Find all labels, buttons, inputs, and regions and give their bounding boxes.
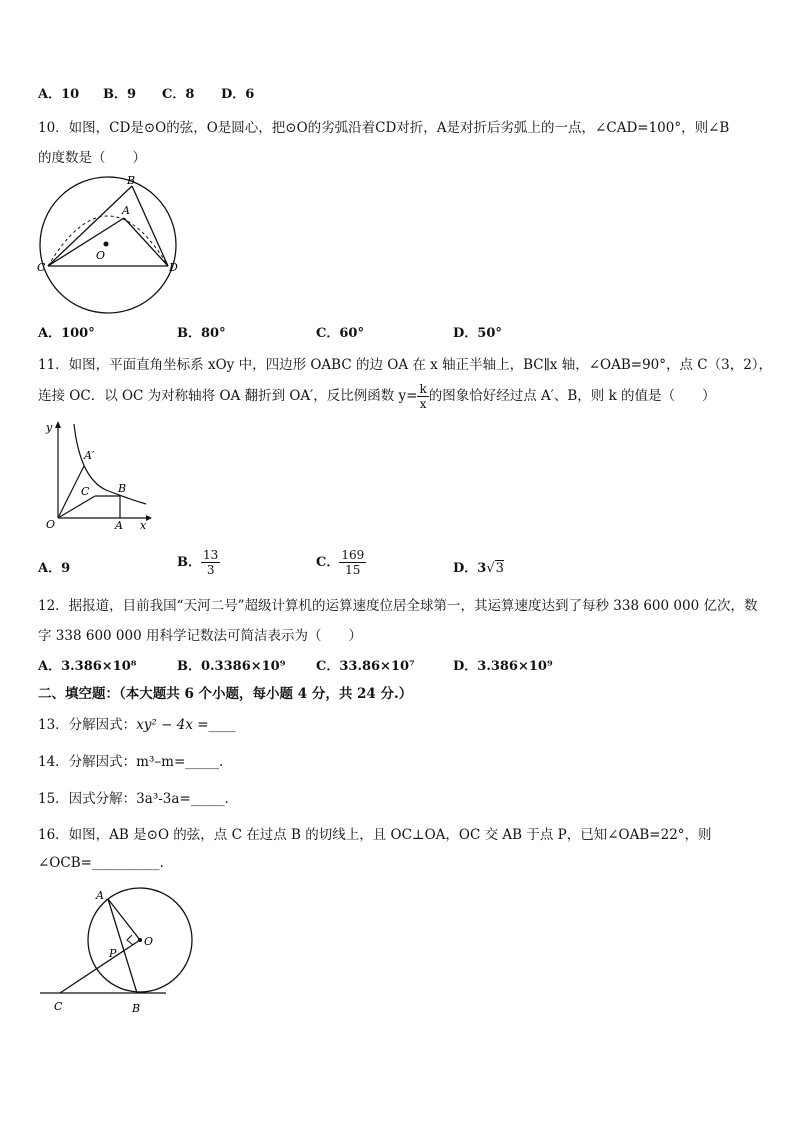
- q11-label-x: x: [140, 519, 147, 532]
- q12-option-a: A．3.386×10⁸: [38, 659, 137, 674]
- q10-option-c: C．60°: [316, 326, 364, 341]
- q11-option-d-radicand: 3: [495, 561, 504, 576]
- q11-option-c: [316, 548, 366, 577]
- q16-label-a: A: [96, 889, 104, 902]
- q11-option-d: [453, 557, 504, 576]
- q11-option-c-den: 15: [345, 563, 361, 577]
- q11-option-b-den: 3: [206, 563, 215, 577]
- q9-option-d: D．6: [221, 87, 255, 102]
- q16-stem-line2: ∠OCB=__________.: [38, 855, 164, 871]
- q10-figure: [34, 170, 184, 315]
- q11-figure: [36, 418, 156, 533]
- q10-option-a: A．100°: [38, 326, 95, 341]
- q12-option-b: B．0.3386×10⁹: [177, 659, 286, 674]
- q12-option-d: D．3.386×10⁹: [453, 659, 553, 674]
- q11-option-b-fraction: [201, 548, 220, 577]
- q10-option-d: D．50°: [453, 326, 502, 341]
- q10-option-b: B．80°: [177, 326, 226, 341]
- q10-label-b: B: [127, 174, 136, 187]
- q10-stem-line2: 的度数是（ ）: [38, 150, 146, 166]
- q16-figure: [36, 882, 196, 1017]
- q11-option-a: A．9: [38, 561, 71, 576]
- q11-option-c-num: 169: [341, 548, 365, 562]
- section2-heading: 二、填空题：（本大题共 6 个小题，每小题 4 分，共 24 分.）: [38, 686, 413, 702]
- q11-frac-num: k: [419, 382, 427, 396]
- q10-label-o: O: [96, 249, 106, 262]
- q11-option-d-prefix: D．3: [453, 561, 487, 576]
- q9-option-b: B．9: [103, 87, 137, 102]
- q11-option-c-fraction: [339, 548, 366, 577]
- q9-option-c: C．8: [162, 87, 195, 102]
- q15: 15．因式分解：3a³-3a=_____.: [38, 791, 229, 807]
- q11-label-o: O: [46, 518, 56, 531]
- q9-option-a: A．10: [38, 87, 80, 102]
- q12-option-c: C．33.86×10⁷: [316, 659, 415, 674]
- q13: [38, 713, 236, 733]
- q11-label-c: C: [81, 485, 90, 498]
- q16-label-c: C: [54, 1000, 63, 1013]
- q11-stem-line1: 11．如图，平面直角坐标系 xOy 中，四边形 OABC 的边 OA 在 x 轴正半轴上，BC∥x 轴，∠OAB=90°，点 C（3，2），: [38, 357, 773, 373]
- q11-option-c-prefix: C．: [316, 555, 340, 570]
- q10-label-a: A: [122, 204, 130, 217]
- q11-label-a-prime: A′: [84, 449, 95, 462]
- q11-option-b-num: 13: [203, 548, 219, 562]
- q11-option-b-prefix: B．: [177, 555, 201, 570]
- q14: 14．分解因式：m³–m=_____.: [38, 754, 224, 770]
- q12-stem-line2: 字 338 600 000 用科学记数法可简洁表示为（ ）: [38, 628, 362, 644]
- q16-label-p: P: [109, 947, 117, 960]
- q13-prefix: 13．分解因式：: [38, 717, 137, 733]
- q11-option-d-radical: √: [486, 561, 495, 576]
- q11-label-y: y: [46, 421, 53, 434]
- q11-label-a: A: [115, 519, 123, 532]
- q11-frac-den: x: [419, 397, 427, 411]
- q12-stem-line1: 12．据报道，目前我国“天河二号”超级计算机的运算速度位居全球第一，其运算速度达到了每秒 338 600 000 亿次，数: [38, 598, 758, 614]
- q11-stem-line2-start: 连接 OC．以 OC 为对称轴将 OA 翻折到 OA′，反比例函数 y=: [38, 388, 418, 404]
- q11-label-b: B: [118, 482, 127, 495]
- q11-fraction: [417, 382, 428, 411]
- q11-stem-line2: [38, 382, 716, 411]
- q11-stem-line2-end: 的图象恰好经过点 A′、B，则 k 的值是（ ）: [428, 388, 716, 404]
- q10-label-c: C: [37, 261, 46, 274]
- q11-option-b: [177, 548, 220, 577]
- q13-expression: xy² − 4x =____: [136, 717, 236, 733]
- q16-label-b: B: [132, 1002, 141, 1015]
- q10-label-d: D: [169, 261, 178, 274]
- q16-stem-line1: 16．如图，AB 是⊙O 的弦，点 C 在过点 B 的切线上，且 OC⊥OA，OC 交 AB 于点 P，已知∠OAB=22°，则: [38, 827, 712, 843]
- q10-stem-line1: 10．如图，CD是⊙O的弦，O是圆心，把⊙O的劣弧沿着CD对折，A是对折后劣弧上的一点，∠CAD=100°，则∠B: [38, 120, 730, 136]
- q16-label-o: O: [144, 935, 154, 948]
